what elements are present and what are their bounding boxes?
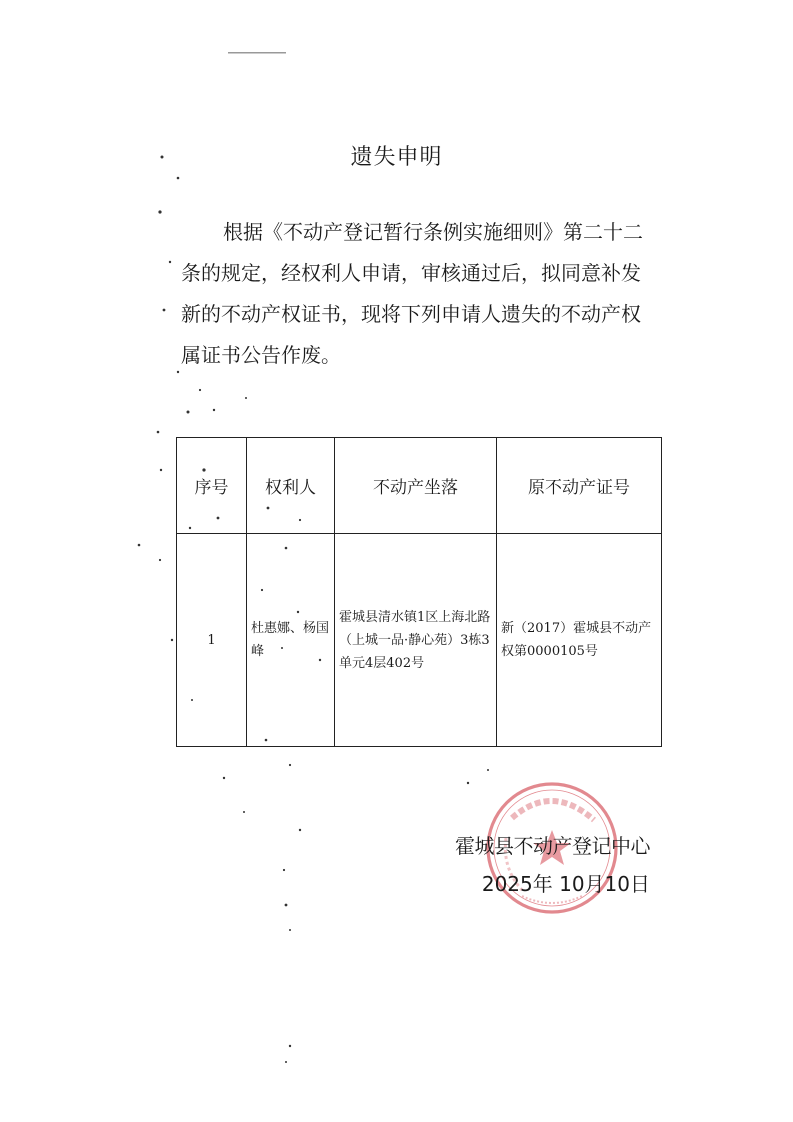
table-header-row: [177, 438, 662, 534]
cell-property-location: 霍城县清水镇1区上海北路（上城一品·静心苑）3栋3单元4层402号: [335, 534, 497, 747]
cell-index: 1: [177, 534, 247, 747]
issue-date: 2025年 10月10日: [481, 872, 650, 896]
body-line: 属证书公告作废。: [181, 343, 341, 367]
body-line: 新的不动产权证书，现将下列申请人遗失的不动产权: [181, 302, 641, 326]
header-index: 序号: [177, 438, 247, 534]
table-row: [177, 534, 662, 747]
cell-certificate-number: 新（2017）霍城县不动产权第0000105号: [497, 534, 662, 747]
lost-certificate-table: [176, 437, 662, 747]
header-original-certificate-number: 原不动产证号: [497, 438, 662, 534]
header-right-holder: 权利人: [247, 438, 335, 534]
body-line: 根据《不动产登记暂行条例实施细则》第二十二: [223, 220, 643, 244]
document-title: 遗失申明: [350, 145, 443, 170]
signature-block: [440, 827, 650, 903]
notice-body: [181, 212, 665, 376]
issuing-organization: 霍城县不动产登记中心: [455, 834, 650, 858]
cell-right-holder: 杜惠娜、杨国峰: [247, 534, 335, 747]
body-line: 条的规定，经权利人申请，审核通过后，拟同意补发: [181, 261, 641, 285]
header-property-location: 不动产坐落: [335, 438, 497, 534]
